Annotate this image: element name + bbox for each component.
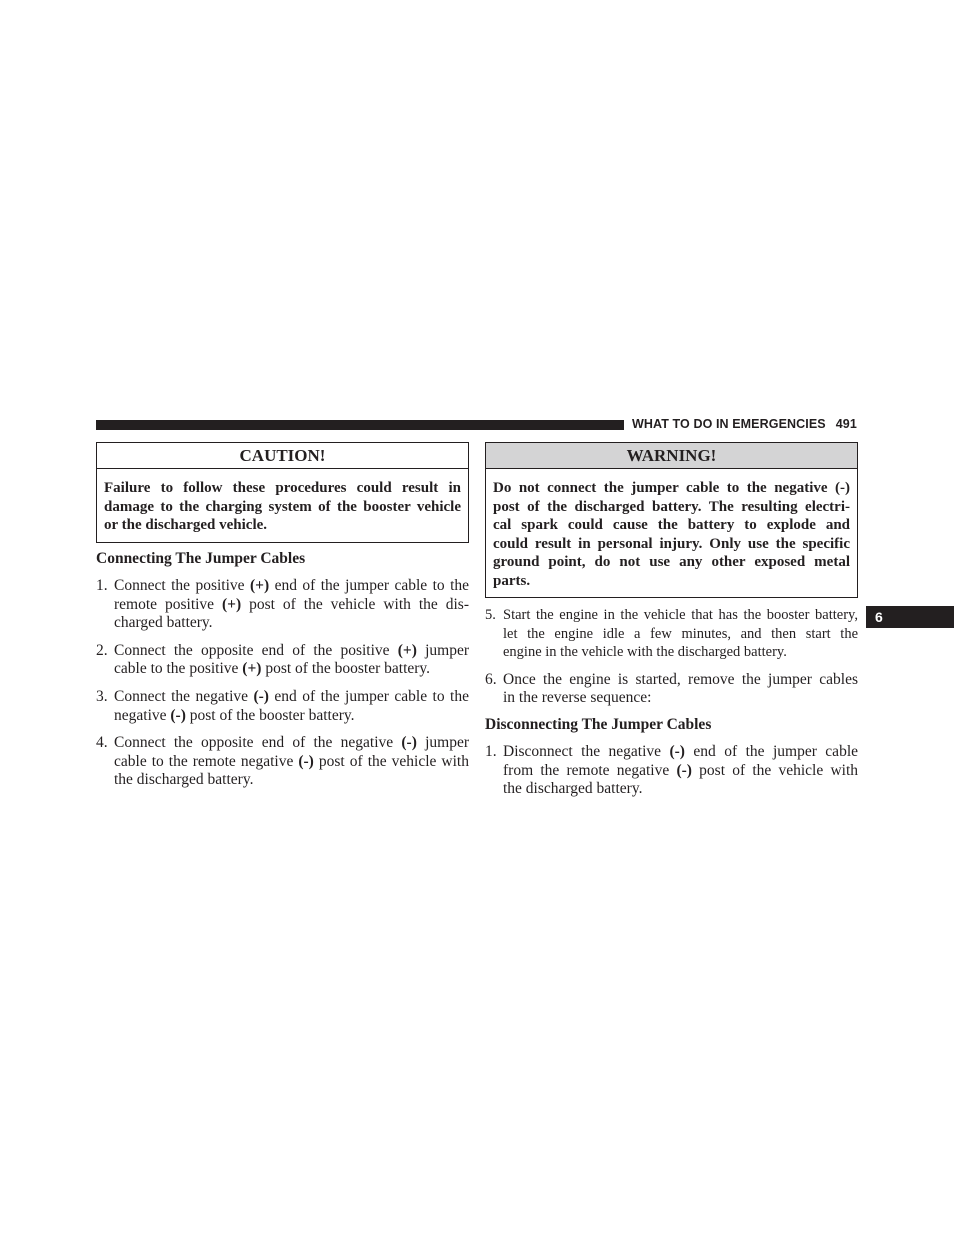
list-item <box>96 577 469 633</box>
step-symbol: (-) <box>298 752 314 770</box>
step-text: Connect the positive <box>114 577 250 594</box>
step-line <box>114 596 469 615</box>
connecting-heading: Connecting The Jumper Cables <box>96 550 306 567</box>
step-line: engine in the vehicle with the discharged battery. <box>503 644 787 661</box>
step-text: cable to the remote negative <box>114 752 299 770</box>
step-number: 5. <box>485 607 496 623</box>
step-text: the discharged battery. <box>503 780 643 798</box>
step-line <box>114 771 469 790</box>
caution-line: Failure to follow these procedures could result in <box>104 480 461 496</box>
step-symbol: (-) <box>676 761 692 779</box>
step-line <box>114 753 469 772</box>
step-text: post of the booster battery. <box>261 660 431 678</box>
step-text: end of the jumper cable to the <box>268 687 469 705</box>
step-text: Connect the negative <box>114 687 254 705</box>
caution-line: or the discharged vehicle. <box>104 517 268 534</box>
step-text: charged battery. <box>114 614 213 632</box>
step-text: Disconnect the negative <box>503 742 670 760</box>
list-item <box>96 734 469 790</box>
step-text: post of the vehicle with the dis- <box>241 595 469 613</box>
step-line <box>114 688 469 707</box>
header-rule <box>96 420 624 430</box>
step-text: Connect the opposite end of the negative <box>114 734 402 752</box>
list-item <box>96 688 469 725</box>
step-text: post of the vehicle with <box>313 752 469 770</box>
caution-line: damage to the charging system of the booster vehicle <box>104 498 461 515</box>
list-item <box>485 671 858 708</box>
step-text: Connect the opposite end of the positive <box>114 641 398 659</box>
step-number: 4. <box>96 734 108 752</box>
step-text: end of the jumper cable <box>684 742 858 760</box>
list-item <box>485 743 858 799</box>
warning-line: ground point, do not use any other exposed metal <box>493 554 850 571</box>
warning-title: WARNING! <box>486 443 857 469</box>
step-line <box>114 660 469 679</box>
step-number: 2. <box>96 641 108 659</box>
step-line: Start the engine in the vehicle that has the booster battery, <box>503 607 858 623</box>
warning-line: Do not connect the jumper cable to the negative (-) <box>493 480 850 496</box>
step-text: cable to the positive <box>114 660 243 678</box>
step-text: jumper <box>416 641 469 659</box>
step-symbol: (-) <box>669 742 685 760</box>
step-number: 6. <box>485 670 497 688</box>
step-symbol: (+) <box>397 641 417 659</box>
warning-body <box>486 469 857 597</box>
section-title: WHAT TO DO IN EMERGENCIES <box>632 417 826 431</box>
step-symbol: (+) <box>222 595 242 613</box>
list-item <box>485 606 858 662</box>
step-number: 1. <box>485 742 497 760</box>
running-header <box>632 417 858 431</box>
step-line <box>114 734 469 753</box>
step-line <box>114 614 469 633</box>
step-line <box>503 762 858 781</box>
step-text: jumper <box>416 734 469 752</box>
warning-line: cal spark could cause the battery to explode and <box>493 517 850 534</box>
step-text: post of the vehicle with <box>691 761 858 779</box>
step-number: 1. <box>96 577 108 594</box>
step-text: post of the booster battery. <box>185 706 355 724</box>
step-line: let the engine idle a few minutes, and then start the <box>503 625 858 642</box>
step-line: in the reverse sequence: <box>503 689 652 707</box>
step-symbol: (+) <box>249 577 270 594</box>
step-line <box>114 707 469 726</box>
warning-line: post of the discharged battery. The resulting electri- <box>493 498 850 515</box>
warning-box <box>485 442 858 598</box>
step-line <box>114 577 469 596</box>
page-number: 491 <box>835 417 857 431</box>
step-text: remote positive <box>114 595 223 613</box>
step-number: 3. <box>96 687 108 705</box>
caution-title: CAUTION! <box>97 443 468 469</box>
step-symbol: (-) <box>170 706 186 724</box>
step-line <box>114 642 469 661</box>
step-symbol: (+) <box>242 660 262 678</box>
caution-box <box>96 442 469 543</box>
right-column <box>485 442 858 799</box>
list-item <box>96 642 469 679</box>
warning-line: parts. <box>493 572 531 589</box>
step-text: end of the jumper cable to the <box>269 577 470 594</box>
step-text: the discharged battery. <box>114 771 254 789</box>
step-text: negative <box>114 706 171 724</box>
step-text: from the remote negative <box>503 761 677 779</box>
chapter-tab: 6 <box>866 606 954 628</box>
disconnecting-heading: Disconnecting The Jumper Cables <box>485 715 712 733</box>
step-symbol: (-) <box>253 687 269 705</box>
step-line: Once the engine is started, remove the jumper cables <box>503 670 858 688</box>
step-symbol: (-) <box>401 734 417 752</box>
step-line <box>503 743 858 762</box>
caution-body <box>97 469 468 542</box>
step-line <box>503 780 858 799</box>
left-column <box>96 442 469 790</box>
warning-line: could result in personal injury. Only use the specific <box>493 535 850 552</box>
